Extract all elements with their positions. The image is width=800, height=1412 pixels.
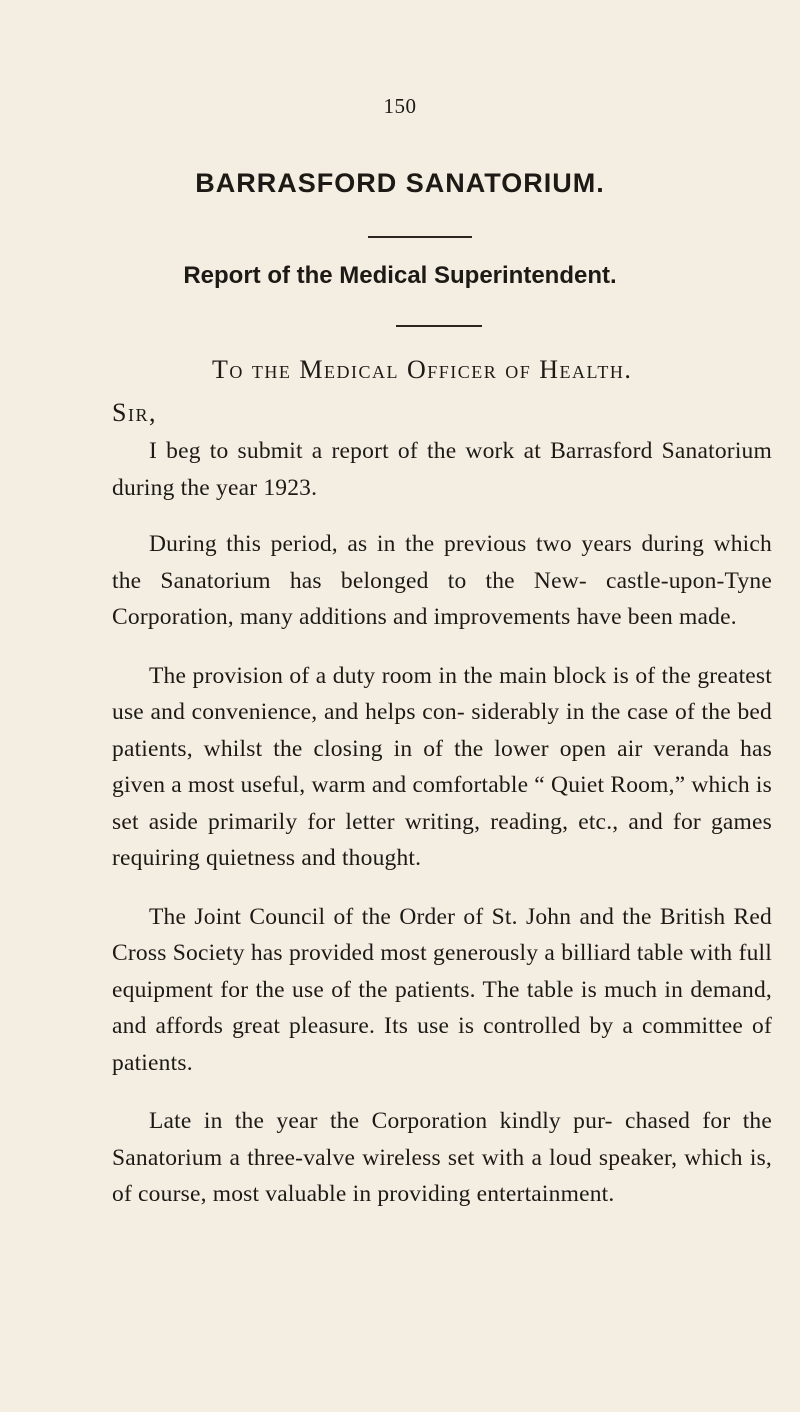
page-number: 150 bbox=[383, 94, 417, 118]
body-paragraph: During this period, as in the previous two years during which the Sanatorium has belonged to the New- castle-upon-Tyne Corporation, many additions and improvements have been made. bbox=[112, 531, 772, 630]
body-paragraph: The Joint Council of the Order of St. John and the British Red Cross Society has provided most generously a billiard table with full equipment for the use of the patients. The table is much in demand, and affords great pleasure. Its use is controlled by a committee of patients. bbox=[112, 903, 772, 1076]
addressee-line: To the Medical Officer of Health. bbox=[212, 355, 633, 384]
body-paragraph: The provision of a duty room in the main block is of the greatest use and convenience, and helps con- siderably in the case of the bed patients, whilst the closing in of the lower open air veranda has given a most useful, warm and comfortable “ Quiet Room,” which is set aside primarily for letter writing, reading, etc., and for games requiring quietness and thought. bbox=[112, 662, 772, 871]
report-subtitle: Report of the Medical Superintendent. bbox=[183, 262, 617, 289]
body-paragraph: I beg to submit a report of the work at Barrasford Sanatorium during the year 1923. bbox=[112, 438, 772, 501]
salutation: Sir, bbox=[112, 398, 157, 427]
divider-rule bbox=[396, 325, 482, 327]
report-body bbox=[112, 433, 772, 1235]
divider-rule bbox=[368, 236, 472, 238]
page-title: BARRASFORD SANATORIUM. bbox=[195, 168, 605, 198]
body-paragraph: Late in the year the Corporation kindly pur- chased for the Sanatorium a three-valve wireless set with a loud speaker, which is, of course, most valuable in providing entertainment. bbox=[112, 1108, 772, 1207]
